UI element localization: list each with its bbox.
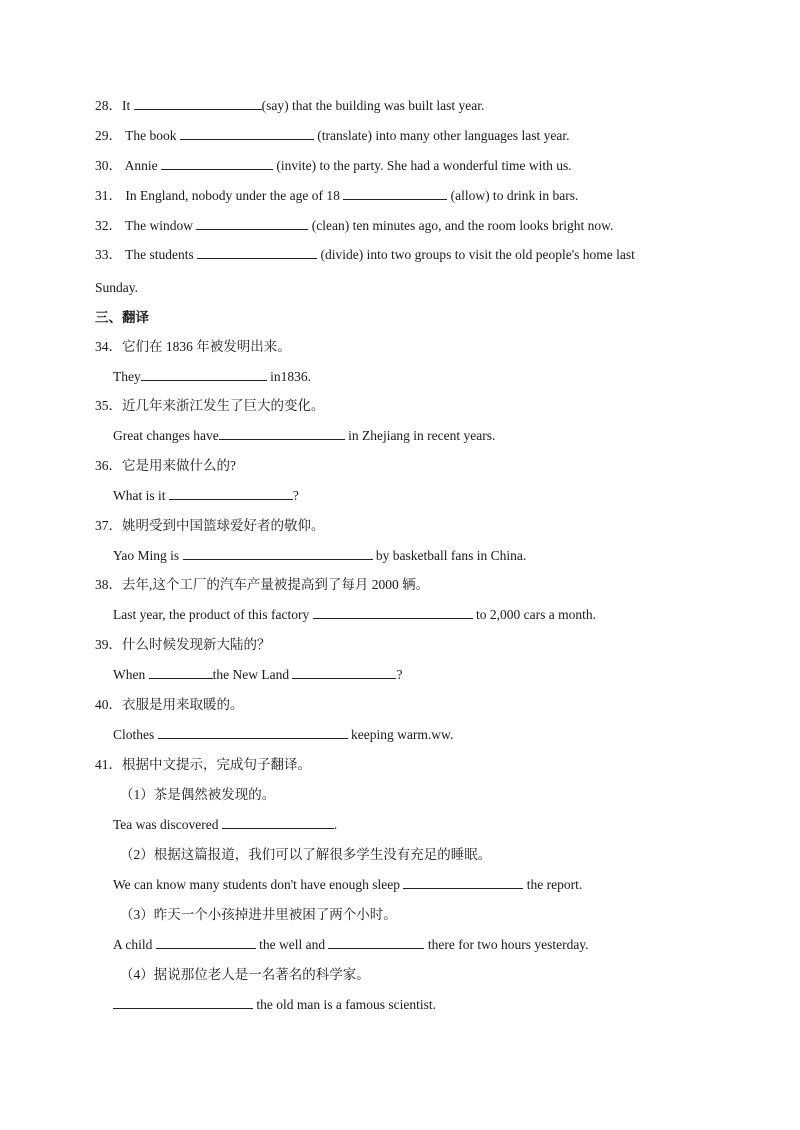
answer-blank[interactable]	[180, 127, 314, 140]
question-33: 33． The students (divide) into two groups to visit the old people's home last	[95, 247, 635, 262]
question-34-answer: They in1836.	[113, 369, 312, 384]
answer-blank[interactable]	[113, 996, 253, 1009]
question-37-prompt: 37．姚明受到中国篮球爱好者的敬仰。	[95, 518, 325, 533]
question-41-2-answer: We can know many students don't have enough sleep the report.	[113, 877, 583, 892]
question-41-1-prompt: （1）茶是偶然被发现的。	[120, 787, 276, 802]
answer-blank[interactable]	[219, 427, 345, 440]
question-35-prompt: 35．近几年来浙江发生了巨大的变化。	[95, 398, 325, 413]
section-title: 三、翻译	[95, 310, 149, 325]
answer-blank[interactable]	[183, 547, 373, 560]
answer-blank[interactable]	[328, 936, 424, 949]
question-38-answer: Last year, the product of this factory to 2,000 cars a month.	[113, 607, 596, 622]
question-number: 32．	[95, 218, 122, 233]
answer-blank[interactable]	[149, 666, 213, 679]
question-34-prompt: 34．它们在 1836 年被发明出来。	[95, 339, 291, 354]
question-36-prompt: 36．它是用来做什么的?	[95, 458, 236, 473]
question-36-answer: What is it ?	[113, 488, 299, 503]
question-number: 29．	[95, 128, 122, 143]
question-37-answer: Yao Ming is by basketball fans in China.	[113, 548, 527, 563]
question-41-prompt: 41．根据中文提示，完成句子翻译。	[95, 757, 311, 772]
answer-blank[interactable]	[141, 368, 267, 381]
question-39-prompt: 39．什么时候发现新大陆的？	[95, 637, 271, 652]
answer-blank[interactable]	[161, 157, 273, 170]
question-41-4-answer: the old man is a famous scientist.	[113, 996, 436, 1014]
question-30: 30． Annie (invite) to the party. She had a wonderful time with us.	[95, 158, 572, 173]
question-38-prompt: 38．去年,这个工厂的汽车产量被提高到了每月 2000 辆。	[95, 577, 430, 592]
answer-blank[interactable]	[313, 606, 473, 619]
answer-blank[interactable]	[158, 726, 348, 739]
question-41-1-answer: Tea was discovered .	[113, 817, 338, 832]
question-40-answer: Clothes keeping warm.ww.	[113, 727, 454, 742]
question-41-2-prompt: （2）根据这篇报道，我们可以了解很多学生没有充足的睡眠。	[120, 847, 492, 862]
answer-blank[interactable]	[169, 487, 293, 500]
question-41-3-answer: A child the well and there for two hours yesterday.	[113, 937, 589, 952]
question-number: 33．	[95, 247, 122, 262]
question-35-answer: Great changes have in Zhejiang in recent years.	[113, 428, 496, 443]
question-28: 28．It (say) that the building was built last year.	[95, 98, 485, 113]
question-number: 31．	[95, 188, 122, 203]
answer-blank[interactable]	[197, 246, 317, 259]
answer-blank[interactable]	[196, 217, 308, 230]
answer-blank[interactable]	[134, 97, 262, 110]
answer-blank[interactable]	[156, 936, 256, 949]
answer-blank[interactable]	[292, 666, 396, 679]
question-29: 29． The book (translate) into many other languages last year.	[95, 128, 570, 143]
question-40-prompt: 40．衣服是用来取暖的。	[95, 697, 244, 712]
answer-blank[interactable]	[403, 876, 523, 889]
question-number: 28．	[95, 98, 122, 113]
question-39-answer: When the New Land ?	[113, 667, 403, 682]
answer-blank[interactable]	[343, 187, 447, 200]
answer-blank[interactable]	[222, 816, 334, 829]
question-41-4-prompt: （4）据说那位老人是一名著名的科学家。	[120, 967, 370, 982]
question-number: 30．	[95, 158, 122, 173]
question-31: 31． In England, nobody under the age of 18 (allow) to drink in bars.	[95, 188, 579, 203]
question-33-continued: Sunday.	[95, 280, 138, 295]
question-32: 32． The window (clean) ten minutes ago, and the room looks bright now.	[95, 218, 614, 233]
question-41-3-prompt: （3）昨天一个小孩掉进井里被困了两个小时。	[120, 907, 397, 922]
